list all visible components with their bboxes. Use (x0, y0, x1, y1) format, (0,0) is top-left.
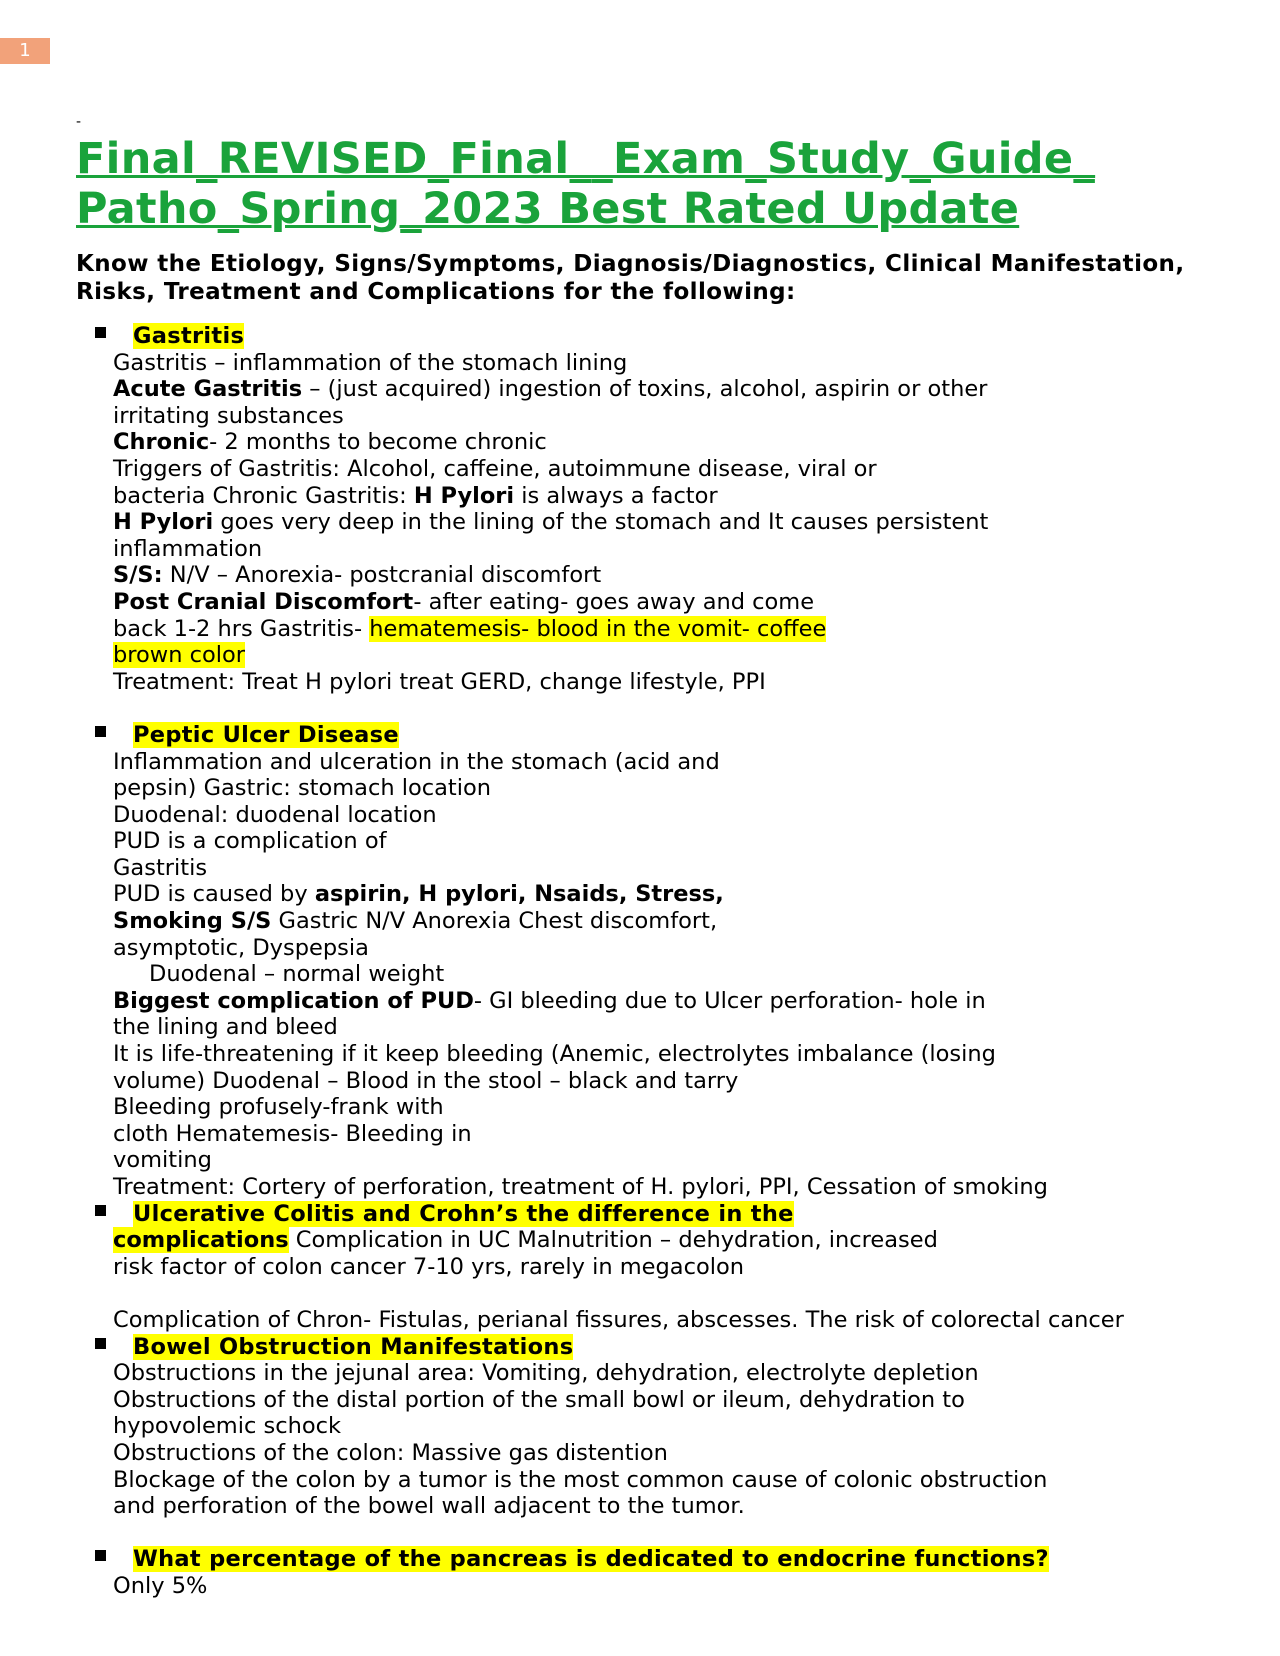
text-line: and perforation of the bowel wall adjacent to the tumor. (113, 1493, 745, 1520)
text-line: vomiting (113, 1147, 212, 1174)
text-line: bacteria Chronic Gastritis: H Pylori is always a factor (113, 482, 718, 509)
text-line: Acute Gastritis – (just acquired) ingestion of toxins, alcohol, aspirin or other (113, 376, 988, 403)
text-line: Only 5% (113, 1572, 208, 1599)
text-line: Chronic- 2 months to become chronic (113, 429, 547, 456)
text-line: Gastritis (113, 854, 208, 881)
bullet-icon (95, 327, 106, 338)
section-heading: Ulcerative Colitis and Crohn’s the difference in the (133, 1200, 794, 1227)
text-line: brown color (113, 642, 246, 669)
text-line: asymptotic, Dyspepsia (113, 934, 369, 961)
text-line: Obstructions of the colon: Massive gas distention (113, 1439, 668, 1466)
bullet-icon (95, 1550, 106, 1561)
text-line: complications Complication in UC Malnutrition – dehydration, increased (113, 1227, 938, 1254)
text-line: inflammation (113, 535, 263, 562)
bullet-icon (95, 1205, 106, 1216)
text-line: PUD is a complication of (113, 828, 387, 855)
section-heading: Peptic Ulcer Disease (133, 721, 399, 748)
text-line: Obstructions in the jejunal area: Vomiting, dehydration, electrolyte depletion (113, 1360, 979, 1387)
text-line: It is life-threatening if it keep bleeding (Anemic, electrolytes imbalance (losing (113, 1041, 996, 1068)
text-line: S/S: N/V – Anorexia- postcranial discomfort (113, 562, 602, 589)
text-line: pepsin) Gastric: stomach location (113, 775, 492, 802)
text-line: Inflammation and ulceration in the stomach (acid and (113, 748, 720, 775)
document-title: Final_REVISED_Final__Exam_Study_Guide_ Patho_Spring_2023 Best Rated Update (76, 134, 1096, 234)
text-line: hypovolemic schock (113, 1413, 342, 1440)
text-line: Bleeding profusely-frank with (113, 1094, 444, 1121)
text-line: Blockage of the colon by a tumor is the most common cause of colonic obstruction (113, 1466, 1048, 1493)
bullet-icon (95, 726, 106, 737)
text-line: Triggers of Gastritis: Alcohol, caffeine, autoimmune disease, viral or (113, 455, 877, 482)
intro-text: Know the Etiology, Signs/Symptoms, Diagnosis/Diagnostics, Clinical Manifestation, Risks, Treatment and Complications for the following: (76, 251, 1185, 305)
section-pancreas-endocrine (76, 1546, 1266, 1599)
text-line: Post Cranial Discomfort- after eating- goes away and come (113, 588, 815, 615)
text-line: PUD is caused by aspirin, H pylori, Nsaids, Stress, (113, 881, 724, 908)
bullet-icon (95, 1338, 106, 1349)
text-line: volume) Duodenal – Blood in the stool – black and tarry (113, 1067, 739, 1094)
section-heading: What percentage of the pancreas is dedicated to endocrine functions? (133, 1546, 1049, 1573)
text-line: risk factor of colon cancer 7-10 yrs, rarely in megacolon (113, 1253, 744, 1280)
text-line: Duodenal: duodenal location (113, 801, 437, 828)
text-line: Obstructions of the distal portion of the small bowl or ileum, dehydration to (113, 1386, 965, 1413)
text-line: H Pylori goes very deep in the lining of the stomach and It causes persistent (113, 509, 989, 536)
text-line: irritating substances (113, 402, 344, 429)
study-guide-content (76, 323, 1266, 1600)
section-bowel-obstruction (76, 1334, 1266, 1520)
text-line: Biggest complication of PUD- GI bleeding due to Ulcer perforation- hole in (113, 987, 986, 1014)
text-line: Complication of Chron- Fistulas, perianal fissures, abscesses. The risk of colorectal cancer (113, 1306, 1124, 1333)
leading-dash: - (76, 114, 82, 130)
text-line: the lining and bleed (113, 1014, 338, 1041)
text-line: Treatment: Treat H pylori treat GERD, change lifestyle, PPI (113, 668, 766, 695)
text-line: Smoking S/S Gastric N/V Anorexia Chest discomfort, (113, 908, 718, 935)
section-ulcerative-colitis-crohns (76, 1201, 1266, 1334)
section-heading: Bowel Obstruction Manifestations (133, 1333, 574, 1360)
text-line: Treatment: Cortery of perforation, treatment of H. pylori, PPI, Cessation of smoking (113, 1174, 1048, 1200)
section-gastritis (76, 323, 1266, 695)
text-line: Gastritis – inflammation of the stomach lining (113, 349, 628, 376)
section-peptic-ulcer-disease (76, 722, 1266, 1201)
page-number-badge: 1 (0, 38, 50, 64)
text-line: Duodenal – normal weight (149, 961, 445, 988)
text-line: cloth Hematemesis- Bleeding in (113, 1120, 472, 1147)
section-heading: Gastritis (133, 323, 245, 349)
text-line: back 1-2 hrs Gastritis- hematemesis- blood in the vomit- coffee (113, 615, 827, 642)
